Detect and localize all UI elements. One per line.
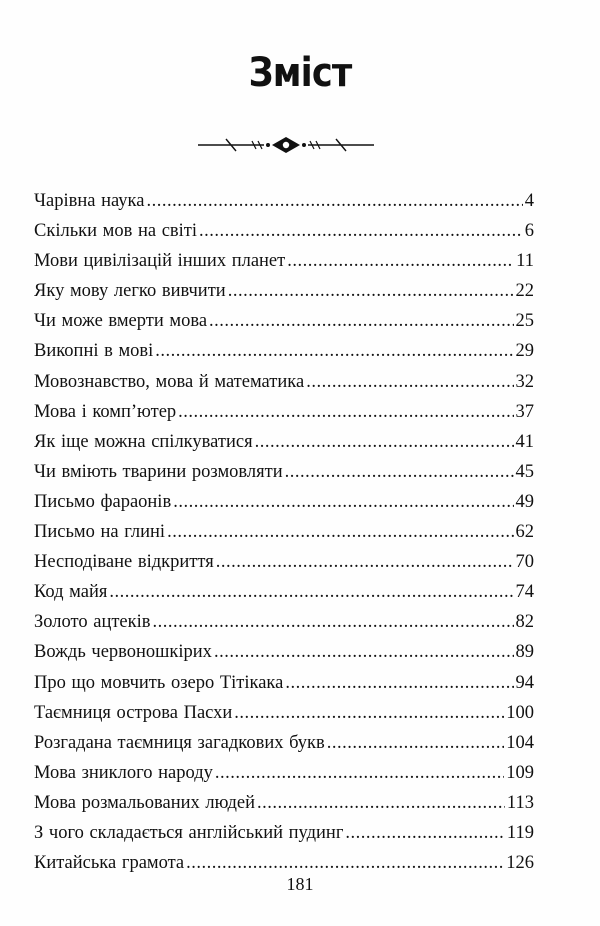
- toc-entry-page: 70: [515, 552, 534, 573]
- toc-entry-title: Скільки мов на світі: [34, 221, 198, 242]
- toc-leader-dots: [167, 517, 513, 547]
- toc-entry-title: Мовознавство, мова й математика: [34, 371, 305, 392]
- toc-leader-dots: [255, 427, 514, 457]
- toc-entry-page: 109: [506, 762, 534, 783]
- toc-entry-title: Яку мову легко вивчити: [34, 281, 226, 302]
- toc-entry: [34, 427, 534, 457]
- toc-entry-page: 126: [506, 853, 534, 874]
- toc-leader-dots: [306, 367, 513, 397]
- toc-entry-page: 89: [515, 642, 534, 663]
- toc-entry: [34, 517, 534, 547]
- toc-entry-title: Викопні в мові: [34, 341, 154, 362]
- toc-entry-title: Таємниця острова Пасхи: [34, 702, 233, 723]
- toc-entry-page: 74: [515, 582, 534, 603]
- toc-leader-dots: [215, 758, 504, 788]
- toc-entry-title: Код майя: [34, 582, 108, 603]
- toc-entry-title: Китайська грамота: [34, 853, 185, 874]
- toc-entry-page: 82: [515, 612, 534, 633]
- toc-entry-page: 104: [506, 732, 534, 753]
- toc-entry-page: 29: [515, 341, 534, 362]
- toc-entry-page: 6: [524, 221, 534, 242]
- toc-entry-page: 94: [515, 672, 534, 693]
- toc-entry: [34, 367, 534, 397]
- toc-leader-dots: [234, 698, 504, 728]
- toc-leader-dots: [178, 397, 513, 427]
- toc-entry-title: Мова і комп’ютер: [34, 401, 177, 422]
- toc-leader-dots: [327, 728, 504, 758]
- toc-entry: [34, 457, 534, 487]
- toc-entry: [34, 397, 534, 427]
- toc-entry: [34, 607, 534, 637]
- toc-entry-page: 62: [515, 522, 534, 543]
- toc-entry-page: 32: [515, 371, 534, 392]
- toc-leader-dots: [345, 818, 505, 848]
- toc-leader-dots: [228, 276, 514, 306]
- toc-entry-title: Золото ацтеків: [34, 612, 151, 633]
- toc-entry-title: Вождь червоношкірих: [34, 642, 212, 663]
- toc-leader-dots: [216, 547, 514, 577]
- toc-entry: [34, 668, 534, 698]
- toc-entry: [34, 577, 534, 607]
- toc-entry-title: Чи може вмерти мова: [34, 311, 208, 332]
- toc-leader-dots: [155, 336, 513, 366]
- toc-leader-dots: [214, 637, 514, 667]
- toc-entry-page: 45: [515, 461, 534, 482]
- toc-leader-dots: [287, 246, 514, 276]
- toc-entry: [34, 487, 534, 517]
- table-of-contents: [34, 186, 534, 878]
- toc-entry-title: Про що мовчить озеро Тітікака: [34, 672, 284, 693]
- toc-entry-title: З чого складається англійський пудинг: [34, 822, 344, 843]
- toc-entry: [34, 728, 534, 758]
- toc-leader-dots: [173, 487, 513, 517]
- toc-entry-title: Розгадана таємниця загадкових букв: [34, 732, 325, 753]
- toc-entry-page: 49: [515, 491, 534, 512]
- toc-leader-dots: [153, 607, 514, 637]
- toc-entry-title: Несподіване відкриття: [34, 552, 214, 573]
- toc-entry: [34, 788, 534, 818]
- toc-entry-title: Як іще можна спілкуватися: [34, 431, 253, 452]
- toc-entry: [34, 336, 534, 366]
- toc-entry: [34, 306, 534, 336]
- toc-entry-title: Чарівна наука: [34, 191, 145, 211]
- toc-entry-title: Мови цивілізацій інших планет: [34, 251, 286, 272]
- toc-entry-title: Мова розмальованих людей: [34, 792, 256, 813]
- toc-entry: [34, 758, 534, 788]
- toc-leader-dots: [209, 306, 513, 336]
- toc-entry-title: Чи вміють тварини розмовляти: [34, 461, 283, 482]
- toc-entry-page: 4: [524, 191, 534, 211]
- toc-entry-page: 100: [506, 702, 534, 723]
- decorative-divider-icon: [196, 134, 376, 156]
- toc-entry: [34, 276, 534, 306]
- toc-entry-title: Письмо на глині: [34, 522, 166, 543]
- toc-entry-page: 22: [515, 281, 534, 302]
- toc-leader-dots: [285, 668, 513, 698]
- toc-entry: [34, 818, 534, 848]
- toc-entry: [34, 246, 534, 276]
- toc-entry: [34, 216, 534, 246]
- page-title: Зміст: [248, 50, 352, 96]
- toc-entry-page: 41: [515, 431, 534, 452]
- toc-entry: [34, 698, 534, 728]
- toc-leader-dots: [146, 186, 522, 216]
- toc-entry-title: Мова зниклого народу: [34, 762, 213, 783]
- page-number: 181: [286, 874, 314, 894]
- toc-entry: [34, 637, 534, 667]
- toc-entry-page: 25: [515, 311, 534, 332]
- toc-entry-page: 113: [506, 792, 534, 813]
- toc-entry-title: Письмо фараонів: [34, 491, 172, 512]
- toc-entry: [34, 186, 534, 216]
- toc-leader-dots: [257, 788, 505, 818]
- toc-entry-page: 37: [515, 401, 534, 422]
- toc-entry-page: 11: [516, 251, 534, 272]
- toc-entry-page: 119: [506, 822, 534, 843]
- toc-leader-dots: [199, 216, 523, 246]
- toc-leader-dots: [285, 457, 514, 487]
- toc-leader-dots: [109, 577, 513, 607]
- toc-entry: [34, 547, 534, 577]
